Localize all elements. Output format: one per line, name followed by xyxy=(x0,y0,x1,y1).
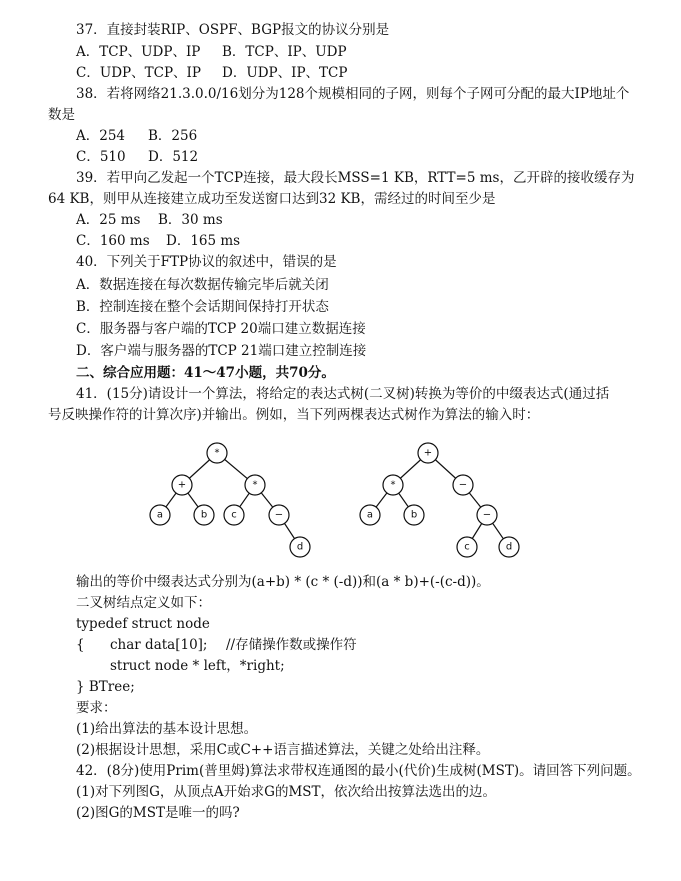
tree2-label-r: − xyxy=(458,479,468,491)
code-line-open-brace: { xyxy=(76,637,85,653)
q38-stem-line2: 数是 xyxy=(48,107,75,123)
q39-option-d: D．165 ms xyxy=(166,233,241,249)
tree1-label-root: * xyxy=(214,447,220,459)
q42-sub-2: (2)图G的MST是唯一的吗? xyxy=(76,805,240,821)
q39-option-a: A．25 ms xyxy=(76,212,141,228)
code-line-typedef: typedef struct node xyxy=(76,616,210,632)
expression-trees-figure xyxy=(0,428,681,563)
q41-node-def-intro: 二叉树结点定义如下： xyxy=(76,595,211,611)
tree1-label-r: * xyxy=(252,479,258,491)
q38-option-d: D．512 xyxy=(148,149,199,165)
q40-stem: 40．下列关于FTP协议的叙述中，错误的是 xyxy=(76,254,337,270)
q41-requirements-title: 要求： xyxy=(76,700,117,716)
expression-tree-2 xyxy=(360,443,519,557)
q37-option-a: A．TCP、UDP、IP xyxy=(76,44,201,60)
tree2-label-rrl: c xyxy=(464,541,470,553)
q38-option-c: C．510 xyxy=(76,149,126,165)
tree1-label-lr: b xyxy=(200,509,208,521)
code-comment: //存储操作数或操作符 xyxy=(226,637,357,653)
q41-requirement-1: (1)给出算法的基本设计思想。 xyxy=(76,721,258,737)
q38-option-b: B．256 xyxy=(148,128,198,144)
q40-option-d: D．客户端与服务器的TCP 21端口建立控制连接 xyxy=(76,343,367,359)
q40-option-a: A．数据连接在每次数据传输完毕后就关闭 xyxy=(76,277,329,293)
tree2-label-rr: − xyxy=(482,509,492,521)
q37-stem: 37．直接封装RIP、OSPF、BGP报文的协议分别是 xyxy=(76,22,390,38)
section2-heading: 二、综合应用题：41～47小题，共70分。 xyxy=(76,365,335,381)
q41-stem-line1: 41．(15分)请设计一个算法，将给定的表达式树(二叉树)转换为等价的中缀表达式(通过括 xyxy=(76,386,610,402)
q41-requirement-2: (2)根据设计思想，采用C或C++语言描述算法，关键之处给出注释。 xyxy=(76,742,490,758)
q42-stem: 42．(8分)使用Prim(普里姆)算法求带权连通图的最小(代价)生成树(MST)。请回答下列问题。 xyxy=(76,763,641,779)
tree1-label-l: + xyxy=(177,479,187,491)
q41-stem-line2: 号反映操作符的计算次序)并输出。例如，当下列两棵表达式树作为算法的输入时： xyxy=(48,407,540,423)
q39-stem-line2: 64 KB，则甲从连接建立成功至发送窗口达到32 KB，需经过的时间至少是 xyxy=(48,191,496,207)
tree2-label-rrr: d xyxy=(505,541,513,553)
q37-option-b: B．TCP、IP、UDP xyxy=(222,44,347,60)
tree2-label-lr: b xyxy=(410,509,418,521)
q38-stem-line1: 38．若将网络21.3.0.0/16划分为128个规模相同的子网，则每个子网可分配的最大IP地址个 xyxy=(76,86,630,102)
q39-option-b: B．30 ms xyxy=(158,212,223,228)
code-line-pointers: struct node * left，*right; xyxy=(110,658,285,674)
q37-option-d: D．UDP、IP、TCP xyxy=(222,65,348,81)
code-line-close: } BTree; xyxy=(76,679,135,695)
tree1-label-rl: c xyxy=(231,509,237,521)
q39-option-c: C．160 ms xyxy=(76,233,150,249)
q42-sub-1: (1)对下列图G，从顶点A开始求G的MST，依次给出按算法选出的边。 xyxy=(76,784,497,800)
q40-option-b: B．控制连接在整个会话期间保持打开状态 xyxy=(76,299,329,315)
tree2-label-l: * xyxy=(390,479,396,491)
q38-option-a: A．254 xyxy=(76,128,126,144)
tree2-label-root: + xyxy=(423,447,433,459)
code-line-data-field: char data[10]; xyxy=(110,637,208,653)
q41-output-line: 输出的等价中缀表达式分别为(a+b) * (c * (-d))和(a * b)+(-(c-d))。 xyxy=(76,574,490,590)
tree1-label-ll: a xyxy=(156,509,164,521)
tree2-label-ll: a xyxy=(366,509,374,521)
tree1-label-rr: − xyxy=(274,509,284,521)
q40-option-c: C．服务器与客户端的TCP 20端口建立数据连接 xyxy=(76,321,366,337)
tree1-label-rrr: d xyxy=(296,541,304,553)
q39-stem-line1: 39．若甲向乙发起一个TCP连接，最大段长MSS=1 KB，RTT=5 ms，乙开辟的接收缓存为 xyxy=(76,170,635,186)
q37-option-c: C．UDP、TCP、IP xyxy=(76,65,201,81)
expression-tree-1 xyxy=(150,443,310,557)
